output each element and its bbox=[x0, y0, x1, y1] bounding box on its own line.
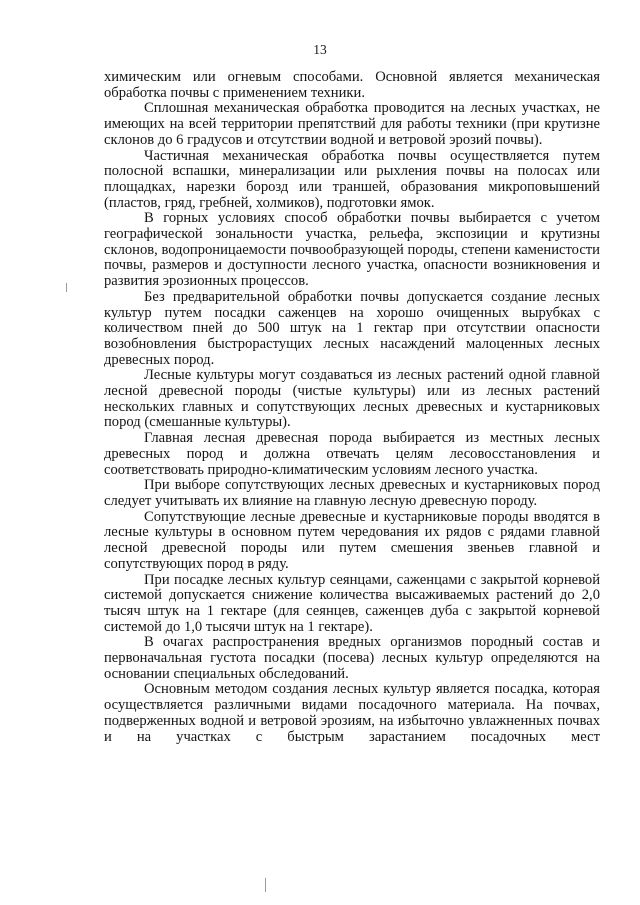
paragraph: Без предварительной обработки почвы допускается создание лесных культур путем посадки саженцев на хорошо очищенных вырубках с количеством пней до 500 штук на 1 гектар при отсутствии опасности возобновления быстрорастущих лесных насаждений малоценных лесных древесных пород. bbox=[104, 288, 600, 368]
paragraph-continued: химическим или огневым способами. Основной является механическая обработка почвы с применением техники. bbox=[104, 69, 600, 101]
paragraph: При выборе сопутствующих лесных древесных и кустарниковых пород следует учитывать их влияние на главную лесную древесную породу. bbox=[104, 477, 600, 509]
paragraph: В очагах распространения вредных организмов породный состав и первоначальная густота посадки (посева) лесных культур определяются на основании специальных обследований. bbox=[104, 634, 600, 682]
scan-artifact-mark bbox=[66, 283, 67, 292]
paragraph: Главная лесная древесная порода выбирается из местных лесных древесных пород и должна отвечать целям лесовосстановления и соответствовать природно-климатическим условиям лесного участка. bbox=[104, 430, 600, 478]
page-number: 13 bbox=[313, 42, 327, 57]
paragraph: Сплошная механическая обработка проводится на лесных участках, не имеющих на всей территории препятствий для работы техники (при крутизне склонов до 6 градусов и отсутствии водной и ветровой эрозий почвы). bbox=[104, 100, 600, 148]
paragraph: При посадке лесных культур сеянцами, саженцами с закрытой корневой системой допускается снижение количества высаживаемых растений до 2,0 тысяч штук на 1 гектаре (для сеянцев, саженцев дуба с закрытой корневой системой до 1,0 тысячи штук на 1 гектаре). bbox=[104, 571, 600, 635]
paragraph: Сопутствующие лесные древесные и кустарниковые породы вводятся в лесные культуры в основном путем чередования их рядов с рядами главной лесной древесной породы или путем смешения звеньев главной и сопутствующих пород в ряду. bbox=[104, 508, 600, 572]
paragraph: Частичная механическая обработка почвы осуществляется путем полосной вспашки, минерализации или рыхления почвы на полосах или площадках, нарезки борозд или траншей, образования микроповышений (пластов, гряд, гребней, холмиков), подготовки ямок. bbox=[104, 147, 600, 211]
scan-artifact-mark bbox=[265, 878, 266, 892]
paragraph: В горных условиях способ обработки почвы выбирается с учетом географической зональности участка, рельефа, экспозиции и крутизны склонов, водопроницаемости почвообразующей породы, степени каменистости почвы, размеров и доступности лесного участка, опасности возникновения и развития эрозионных процессов. bbox=[104, 210, 600, 290]
paragraph: Лесные культуры могут создаваться из лесных растений одной главной лесной древесной породы (чистые культуры) или из лесных растений нескольких главных и сопутствующих лесных древесных и кустарниковых пород (смешанные культуры). bbox=[104, 367, 600, 431]
paragraph-last: Основным методом создания лесных культур является посадка, которая осуществляется различными видами посадочного материала. На почвах, подверженных водной и ветровой эрозиям, на избыточно увлажненных почвах и на участках с быстрым зарастанием посадочных мест bbox=[104, 681, 600, 745]
page-body bbox=[104, 70, 600, 745]
